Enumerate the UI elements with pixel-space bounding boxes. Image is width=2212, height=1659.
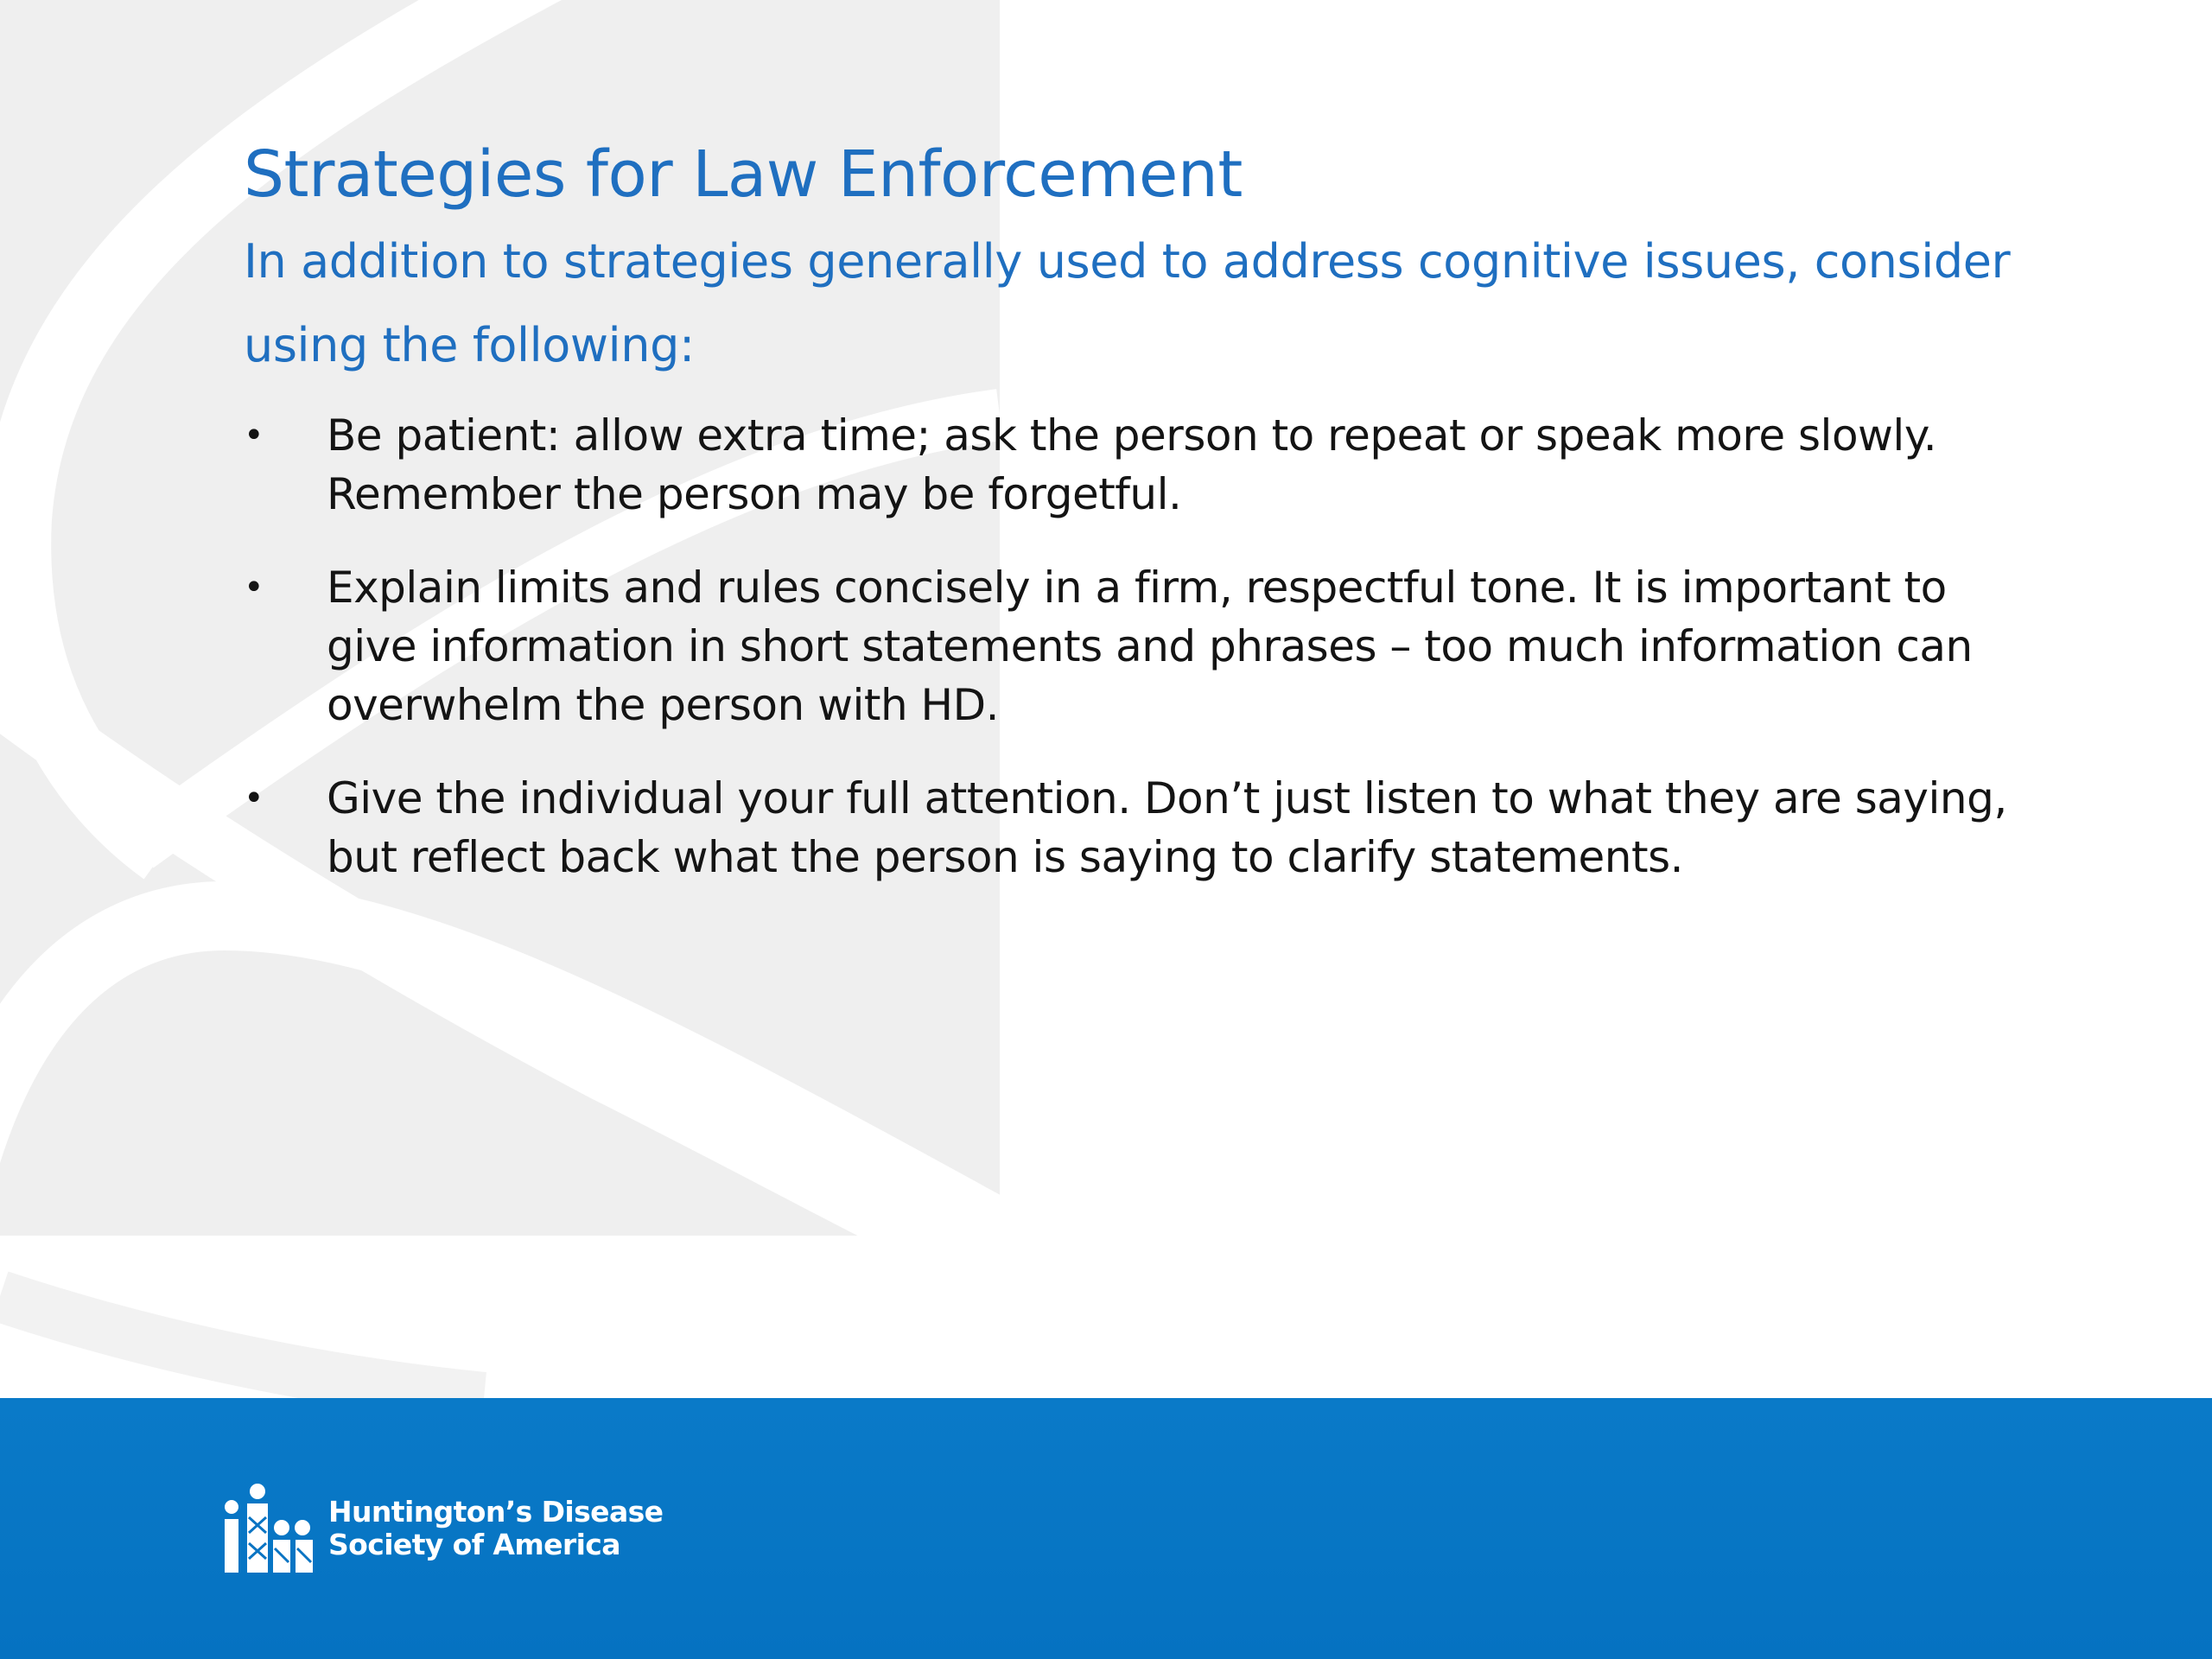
bullet-item bbox=[244, 769, 2015, 887]
hdsa-logo-wordmark bbox=[328, 1496, 663, 1561]
bullet-item bbox=[244, 558, 2015, 734]
logo-line-2: Society of America bbox=[328, 1528, 620, 1561]
bullet-icon: • bbox=[244, 779, 264, 818]
bullet-item bbox=[244, 406, 2015, 524]
logo-line-1: Huntington’s Disease bbox=[328, 1495, 664, 1529]
bullet-icon: • bbox=[244, 416, 264, 455]
bullet-text: Explain limits and rules concisely in a firm, respectful tone. It is important to give information in short statements and phrases – too much information can overwhelm the person with HD. bbox=[327, 563, 1973, 730]
bullet-text: Give the individual your full attention. Don’t just listen to what they are saying, but reflect back what the person is saying to clarify statements. bbox=[327, 773, 2007, 882]
bullet-list bbox=[244, 406, 2015, 887]
background-swoosh-lower-left bbox=[0, 1296, 484, 1398]
hdsa-logo bbox=[223, 1483, 663, 1574]
slide-title: Strategies for Law Enforcement bbox=[244, 137, 1243, 212]
slide-subtitle: In addition to strategies generally used to address cognitive issues, consider using the following: bbox=[244, 234, 2011, 372]
bullet-icon: • bbox=[244, 568, 264, 607]
bullet-text: Be patient: allow extra time; ask the person to repeat or speak more slowly. Remember the person may be forgetful. bbox=[327, 410, 1937, 519]
slide-content bbox=[244, 130, 2015, 921]
hdsa-people-logo-icon bbox=[223, 1483, 316, 1574]
